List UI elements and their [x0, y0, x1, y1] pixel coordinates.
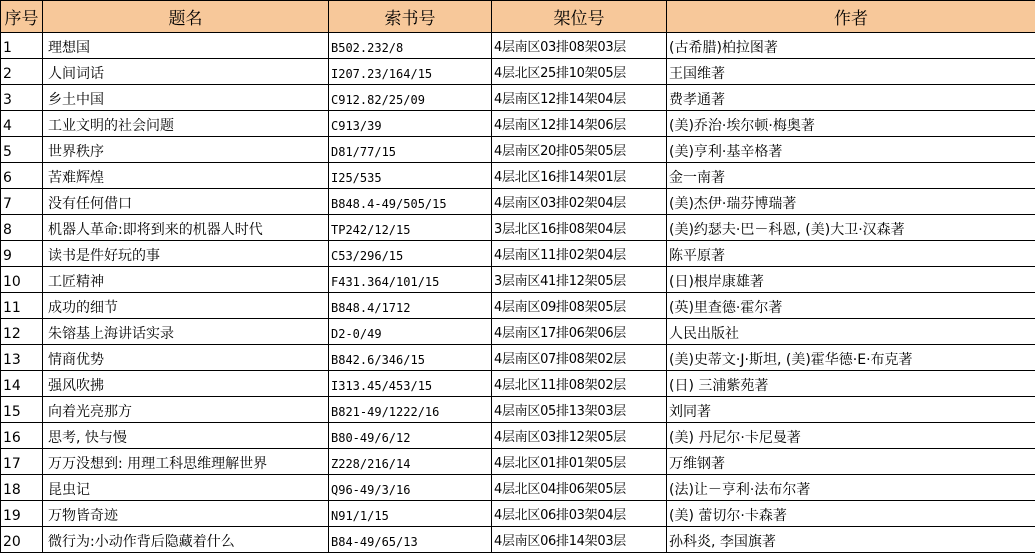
cell-title[interactable]: 向着光亮那方 [43, 397, 329, 423]
cell-author[interactable]: (日) 三浦紫苑著 [667, 371, 1035, 397]
cell-number[interactable]: 12 [1, 319, 43, 345]
cell-shelf-location[interactable]: 4层北区06排03架04层 [492, 501, 667, 527]
cell-title[interactable]: 工业文明的社会问题 [43, 111, 329, 137]
cell-shelf-location[interactable]: 4层南区03排12架05层 [492, 423, 667, 449]
cell-author[interactable]: 费孝通著 [667, 85, 1035, 111]
header-shelf-location[interactable]: 架位号 [492, 1, 667, 33]
table-row [1, 137, 1035, 163]
cell-call-number[interactable]: B821-49/1222/16 [329, 397, 492, 423]
cell-author[interactable]: 刘同著 [667, 397, 1035, 423]
cell-title[interactable]: 乡土中国 [43, 85, 329, 111]
cell-number[interactable]: 10 [1, 267, 43, 293]
cell-title[interactable]: 情商优势 [43, 345, 329, 371]
header-call-number[interactable]: 索书号 [329, 1, 492, 33]
cell-shelf-location[interactable]: 3层南区41排12架05层 [492, 267, 667, 293]
cell-title[interactable]: 读书是件好玩的事 [43, 241, 329, 267]
header-number[interactable]: 序号 [1, 1, 43, 33]
cell-shelf-location[interactable]: 4层南区12排14架04层 [492, 85, 667, 111]
cell-number[interactable]: 8 [1, 215, 43, 241]
table-row [1, 371, 1035, 397]
cell-call-number[interactable]: B80-49/6/12 [329, 423, 492, 449]
cell-call-number[interactable]: B84-49/65/13 [329, 527, 492, 553]
cell-author[interactable]: 万维钢著 [667, 449, 1035, 475]
cell-shelf-location[interactable]: 4层北区04排06架05层 [492, 475, 667, 501]
table-row [1, 85, 1035, 111]
cell-title[interactable]: 强风吹拂 [43, 371, 329, 397]
cell-author[interactable]: (美) 蕾切尔·卡森著 [667, 501, 1035, 527]
cell-shelf-location[interactable]: 4层南区11排02架04层 [492, 241, 667, 267]
header-row [1, 1, 1035, 33]
cell-shelf-location[interactable]: 4层北区16排14架01层 [492, 163, 667, 189]
table-row [1, 527, 1035, 553]
cell-title[interactable]: 机器人革命:即将到来的机器人时代 [43, 215, 329, 241]
cell-call-number[interactable]: B848.4-49/505/15 [329, 189, 492, 215]
cell-title[interactable]: 苦难辉煌 [43, 163, 329, 189]
cell-call-number[interactable]: I207.23/164/15 [329, 59, 492, 85]
cell-author[interactable]: 人民出版社 [667, 319, 1035, 345]
cell-author[interactable]: (美)约瑟夫·巴－科恩, (美)大卫·汉森著 [667, 215, 1035, 241]
header-title[interactable]: 题名 [43, 1, 329, 33]
cell-title[interactable]: 微行为:小动作背后隐藏着什么 [43, 527, 329, 553]
cell-number[interactable]: 3 [1, 85, 43, 111]
cell-title[interactable]: 昆虫记 [43, 475, 329, 501]
cell-author[interactable]: 陈平原著 [667, 241, 1035, 267]
cell-shelf-location[interactable]: 4层南区03排08架03层 [492, 33, 667, 59]
cell-call-number[interactable]: C912.82/25/09 [329, 85, 492, 111]
cell-call-number[interactable]: B842.6/346/15 [329, 345, 492, 371]
cell-author[interactable]: (美)杰伊·瑞芬博瑞著 [667, 189, 1035, 215]
cell-shelf-location[interactable]: 4层南区03排02架04层 [492, 189, 667, 215]
cell-author[interactable]: 孙科炎, 李国旗著 [667, 527, 1035, 553]
cell-title[interactable]: 没有任何借口 [43, 189, 329, 215]
cell-author[interactable]: (英)里查德·霍尔著 [667, 293, 1035, 319]
cell-title[interactable]: 万万没想到: 用理工科思维理解世界 [43, 449, 329, 475]
cell-number[interactable]: 4 [1, 111, 43, 137]
cell-author[interactable]: 金一南著 [667, 163, 1035, 189]
cell-number[interactable]: 16 [1, 423, 43, 449]
table-row [1, 111, 1035, 137]
cell-author[interactable]: (美)乔治·埃尔顿·梅奥著 [667, 111, 1035, 137]
cell-number[interactable]: 7 [1, 189, 43, 215]
cell-title[interactable]: 理想国 [43, 33, 329, 59]
cell-call-number[interactable]: TP242/12/15 [329, 215, 492, 241]
cell-title[interactable]: 万物皆奇迹 [43, 501, 329, 527]
cell-number[interactable]: 1 [1, 33, 43, 59]
cell-call-number[interactable]: F431.364/101/15 [329, 267, 492, 293]
table-row [1, 267, 1035, 293]
cell-author[interactable]: (法)让－亨利·法布尔著 [667, 475, 1035, 501]
cell-author[interactable]: (美)亨利·基辛格著 [667, 137, 1035, 163]
cell-shelf-location[interactable]: 4层南区12排14架06层 [492, 111, 667, 137]
cell-author[interactable]: (古希腊)柏拉图著 [667, 33, 1035, 59]
cell-title[interactable]: 思考, 快与慢 [43, 423, 329, 449]
cell-call-number[interactable]: I313.45/453/15 [329, 371, 492, 397]
cell-call-number[interactable]: N91/1/15 [329, 501, 492, 527]
cell-title[interactable]: 朱镕基上海讲话实录 [43, 319, 329, 345]
table-row [1, 423, 1035, 449]
cell-call-number[interactable]: I25/535 [329, 163, 492, 189]
cell-call-number[interactable]: C913/39 [329, 111, 492, 137]
cell-number[interactable]: 9 [1, 241, 43, 267]
cell-shelf-location[interactable]: 4层南区17排06架06层 [492, 319, 667, 345]
cell-author[interactable]: (日)根岸康雄著 [667, 267, 1035, 293]
table-body [1, 33, 1035, 553]
cell-number[interactable]: 18 [1, 475, 43, 501]
cell-call-number[interactable]: Q96-49/3/16 [329, 475, 492, 501]
cell-call-number[interactable]: B848.4/1712 [329, 293, 492, 319]
cell-number[interactable]: 15 [1, 397, 43, 423]
table-row [1, 345, 1035, 371]
cell-shelf-location[interactable]: 4层南区06排14架03层 [492, 527, 667, 553]
cell-title[interactable]: 工匠精神 [43, 267, 329, 293]
table-row [1, 163, 1035, 189]
cell-author[interactable]: (美) 丹尼尔·卡尼曼著 [667, 423, 1035, 449]
table-row [1, 215, 1035, 241]
cell-title[interactable]: 世界秩序 [43, 137, 329, 163]
table-row [1, 59, 1035, 85]
table-row [1, 449, 1035, 475]
cell-call-number[interactable]: D81/77/15 [329, 137, 492, 163]
cell-shelf-location[interactable]: 3层北区16排08架04层 [492, 215, 667, 241]
cell-call-number[interactable]: B502.232/8 [329, 33, 492, 59]
cell-number[interactable]: 5 [1, 137, 43, 163]
header-author[interactable]: 作者 [667, 1, 1035, 33]
cell-author[interactable]: (美)史蒂文·J·斯坦, (美)霍华德·E·布克著 [667, 345, 1035, 371]
cell-author[interactable]: 王国维著 [667, 59, 1035, 85]
cell-number[interactable]: 17 [1, 449, 43, 475]
cell-number[interactable]: 6 [1, 163, 43, 189]
cell-shelf-location[interactable]: 4层南区20排05架05层 [492, 137, 667, 163]
table-row [1, 475, 1035, 501]
table-row [1, 33, 1035, 59]
table-row [1, 397, 1035, 423]
table-row [1, 319, 1035, 345]
cell-shelf-location[interactable]: 4层北区11排08架02层 [492, 371, 667, 397]
table-row [1, 501, 1035, 527]
cell-call-number[interactable]: Z228/216/14 [329, 449, 492, 475]
cell-number[interactable]: 11 [1, 293, 43, 319]
cell-shelf-location[interactable]: 4层南区07排08架02层 [492, 345, 667, 371]
cell-shelf-location[interactable]: 4层南区05排13架03层 [492, 397, 667, 423]
cell-number[interactable]: 20 [1, 527, 43, 553]
cell-title[interactable]: 人间词话 [43, 59, 329, 85]
cell-shelf-location[interactable]: 4层南区09排08架05层 [492, 293, 667, 319]
table-row [1, 189, 1035, 215]
cell-number[interactable]: 13 [1, 345, 43, 371]
cell-shelf-location[interactable]: 4层北区01排01架05层 [492, 449, 667, 475]
cell-call-number[interactable]: D2-0/49 [329, 319, 492, 345]
cell-number[interactable]: 2 [1, 59, 43, 85]
cell-title[interactable]: 成功的细节 [43, 293, 329, 319]
table-row [1, 293, 1035, 319]
table-row [1, 241, 1035, 267]
cell-number[interactable]: 14 [1, 371, 43, 397]
cell-call-number[interactable]: C53/296/15 [329, 241, 492, 267]
cell-shelf-location[interactable]: 4层北区25排10架05层 [492, 59, 667, 85]
cell-number[interactable]: 19 [1, 501, 43, 527]
